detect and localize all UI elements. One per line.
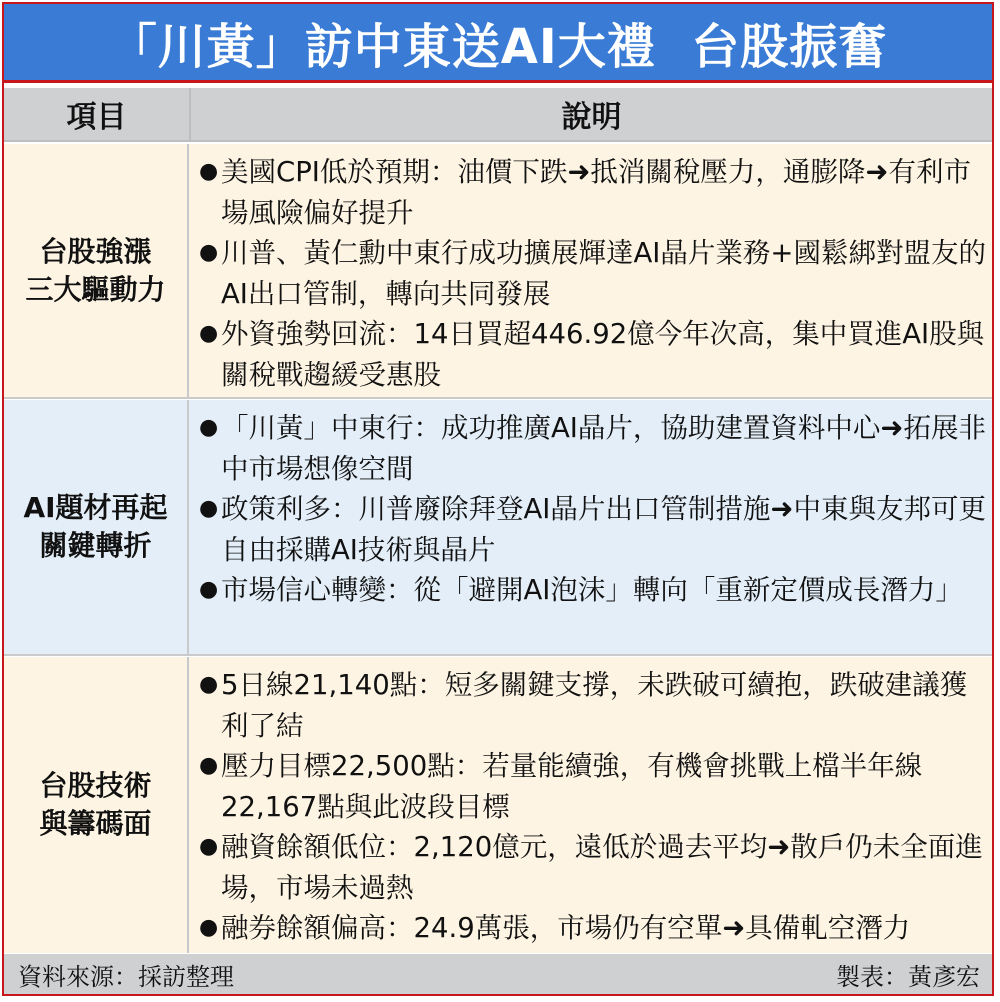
bullet-text: 融券餘額偏高：24.9萬張，市場仍有空單➜具備軋空潛力 [221, 912, 911, 944]
bullet-icon: ● [199, 834, 219, 859]
row-description [189, 144, 992, 397]
list-item [199, 908, 986, 949]
row-item-line: 台股技術 [39, 769, 152, 802]
row-item [4, 657, 189, 953]
row-description [189, 657, 992, 953]
list-item [199, 314, 986, 395]
list-item [199, 827, 986, 908]
bullet-icon: ● [199, 496, 219, 521]
bullet-text: 融資餘額低位：2,120億元，遠低於過去平均➜散戶仍未全面進場，市場未過熱 [221, 831, 983, 904]
page-title: 「川黃」訪中東送AI大禮 台股振奮 [108, 18, 888, 75]
bullet-icon: ● [199, 577, 219, 602]
row-item-line: 與籌碼面 [39, 807, 152, 840]
list-item [199, 152, 986, 233]
row-item-line: 三大驅動力 [25, 272, 166, 306]
list-item [199, 665, 986, 746]
row-item-line: 台股強漲 [39, 234, 152, 268]
row-item-line: AI題材再起 [23, 491, 168, 524]
list-item [199, 570, 986, 611]
bullet-icon: ● [199, 321, 219, 346]
bullet-icon: ● [199, 672, 219, 697]
bullet-text: 「川黃」中東行：成功推廣AI晶片，協助建置資料中心➜拓展非中市場想像空間 [221, 412, 986, 485]
bullet-icon: ● [199, 240, 219, 265]
row-item-line: 關鍵轉折 [39, 529, 152, 562]
list-item [199, 746, 986, 827]
row-item [4, 144, 189, 397]
bullet-icon: ● [199, 415, 219, 440]
row-item [4, 400, 189, 654]
list-item [199, 489, 986, 570]
infographic-frame [2, 2, 994, 996]
bullet-text: 壓力目標22,500點：若量能續強，有機會挑戰上檔半年線22,167點與此波段目標 [221, 750, 923, 823]
list-item [199, 408, 986, 489]
header-description: 說明 [561, 100, 622, 135]
bullet-text: 外資強勢回流：14日買超446.92億今年次高，集中買進AI股與關稅戰趨緩受惠股 [221, 318, 985, 391]
table-row [4, 144, 992, 399]
table-row [4, 400, 992, 656]
bullet-text: 政策利多：川普廢除拜登AI晶片出口管制措施➜中東與友邦可更自由採購AI技術與晶片 [221, 493, 986, 566]
bullet-text: 5日線21,140點：短多關鍵支撐，未跌破可續抱，跌破建議獲利了結 [221, 669, 968, 742]
author-credit: 製表：黃彥宏 [836, 962, 980, 991]
bullet-icon: ● [199, 753, 219, 778]
table-row [4, 657, 992, 953]
footer [4, 954, 992, 994]
bullet-icon: ● [199, 915, 219, 940]
bullet-icon: ● [199, 159, 219, 184]
bullet-text: 市場信心轉變：從「避開AI泡沫」轉向「重新定價成長潛力」 [221, 574, 963, 606]
row-description [189, 400, 992, 654]
bullet-text: 美國CPI低於預期：油價下跌➜抵消關稅壓力，通膨降➜有利市場風險偏好提升 [221, 156, 971, 229]
title-bar [4, 4, 992, 83]
source-credit: 資料來源：採訪整理 [18, 962, 234, 991]
bullet-text: 川普、黃仁勳中東行成功擴展輝達AI晶片業務+國鬆綁對盟友的AI出口管制，轉向共同發展 [221, 237, 986, 310]
table-header [4, 88, 992, 142]
list-item [199, 233, 986, 314]
header-item: 項目 [4, 88, 191, 140]
